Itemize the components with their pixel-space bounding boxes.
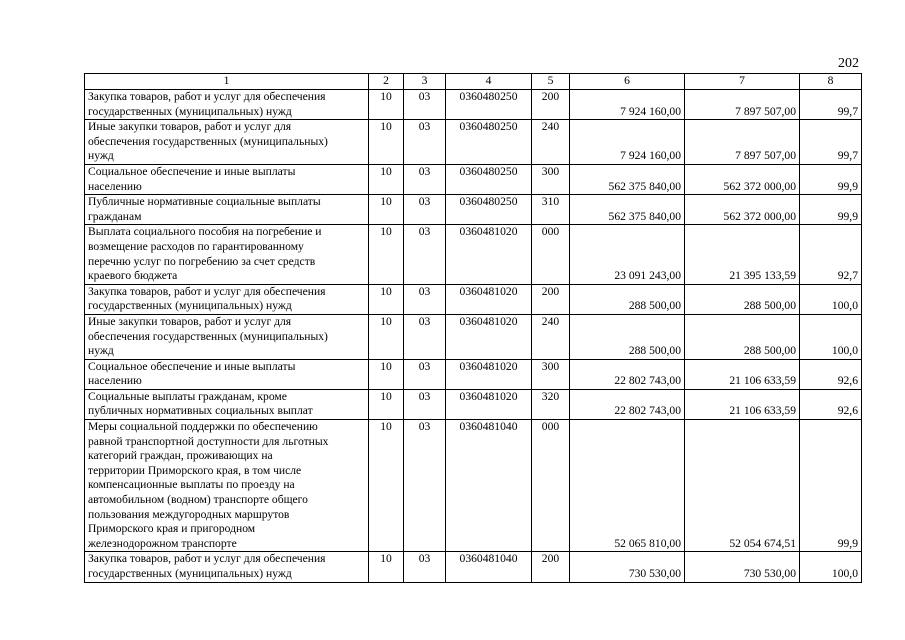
execution-percent-cell: 99,7 <box>800 90 862 120</box>
executed-amount-cell: 21 106 633,59 <box>685 359 800 389</box>
target-article-cell: 0360480250 <box>446 164 532 194</box>
execution-percent-cell: 99,9 <box>800 420 862 552</box>
executed-amount-cell: 7 897 507,00 <box>685 120 800 165</box>
header-col-3: 3 <box>404 74 446 90</box>
table-row <box>85 420 862 552</box>
expense-name-line: государственных (муниципальных) нужд <box>88 299 292 313</box>
expense-name-cell <box>85 359 369 389</box>
expense-name-cell <box>85 164 369 194</box>
expense-name-line: государственных (муниципальных) нужд <box>88 104 292 118</box>
header-col-5: 5 <box>532 74 570 90</box>
section-cell: 10 <box>369 420 404 552</box>
subsection-cell: 03 <box>404 284 446 314</box>
execution-percent-cell: 100,0 <box>800 284 862 314</box>
execution-percent-cell: 99,7 <box>800 120 862 165</box>
subsection-cell: 03 <box>404 359 446 389</box>
expense-name-line: Публичные нормативные социальные выплаты <box>88 195 321 209</box>
expense-name-line: Социальное обеспечение и иные выплаты <box>88 164 296 178</box>
expense-name-line: категорий граждан, проживающих на <box>88 449 273 463</box>
table-row <box>85 164 862 194</box>
expense-name-line: Меры социальной поддержки по обеспечению <box>88 420 318 434</box>
target-article-cell: 0360481020 <box>446 314 532 359</box>
expense-name-cell <box>85 284 369 314</box>
expense-name-line: Социальные выплаты гражданам, кроме <box>88 389 287 403</box>
expense-name-line: населению <box>88 179 142 193</box>
expense-name-line: Закупка товаров, работ и услуг для обеспечения <box>88 552 326 566</box>
expense-name-line: железнодорожном транспорте <box>88 536 237 550</box>
target-article-cell: 0360480250 <box>446 120 532 165</box>
executed-amount-cell: 52 054 674,51 <box>685 420 800 552</box>
expense-name-line: автомобильном (водном) транспорте общего <box>88 493 308 507</box>
header-col-6: 6 <box>570 74 685 90</box>
planned-amount-cell: 22 802 743,00 <box>570 389 685 419</box>
execution-percent-cell: 100,0 <box>800 552 862 582</box>
table-row <box>85 359 862 389</box>
section-cell: 10 <box>369 120 404 165</box>
execution-percent-cell: 99,9 <box>800 195 862 225</box>
target-article-cell: 0360481020 <box>446 284 532 314</box>
expense-type-cell: 310 <box>532 195 570 225</box>
expense-name-cell <box>85 389 369 419</box>
section-cell: 10 <box>369 552 404 582</box>
section-cell: 10 <box>369 389 404 419</box>
header-col-7: 7 <box>685 74 800 90</box>
subsection-cell: 03 <box>404 90 446 120</box>
table-row <box>85 195 862 225</box>
subsection-cell: 03 <box>404 389 446 419</box>
expense-name-cell <box>85 552 369 582</box>
expense-name-cell <box>85 195 369 225</box>
expense-name-cell <box>85 225 369 284</box>
planned-amount-cell: 7 924 160,00 <box>570 120 685 165</box>
section-cell: 10 <box>369 90 404 120</box>
executed-amount-cell: 288 500,00 <box>685 284 800 314</box>
expense-name-line: возмещение расходов по гарантированному <box>88 239 304 253</box>
planned-amount-cell: 23 091 243,00 <box>570 225 685 284</box>
expense-name-line: нужд <box>88 149 114 163</box>
section-cell: 10 <box>369 164 404 194</box>
expense-name-line: Закупка товаров, работ и услуг для обеспечения <box>88 90 326 103</box>
executed-amount-cell: 21 106 633,59 <box>685 389 800 419</box>
planned-amount-cell: 730 530,00 <box>570 552 685 582</box>
expense-name-line: нужд <box>88 344 114 358</box>
planned-amount-cell: 52 065 810,00 <box>570 420 685 552</box>
planned-amount-cell: 562 375 840,00 <box>570 164 685 194</box>
expense-type-cell: 240 <box>532 314 570 359</box>
table-row <box>85 389 862 419</box>
table-row <box>85 284 862 314</box>
header-col-4: 4 <box>446 74 532 90</box>
target-article-cell: 0360481020 <box>446 389 532 419</box>
expense-type-cell: 000 <box>532 225 570 284</box>
section-cell: 10 <box>369 225 404 284</box>
expense-type-cell: 200 <box>532 284 570 314</box>
header-col-1: 1 <box>85 74 369 90</box>
execution-percent-cell: 92,7 <box>800 225 862 284</box>
expense-name-line: территории Приморского края, в том числе <box>88 463 302 477</box>
execution-percent-cell: 92,6 <box>800 359 862 389</box>
subsection-cell: 03 <box>404 164 446 194</box>
subsection-cell: 03 <box>404 225 446 284</box>
header-col-2: 2 <box>369 74 404 90</box>
planned-amount-cell: 562 375 840,00 <box>570 195 685 225</box>
executed-amount-cell: 562 372 000,00 <box>685 164 800 194</box>
table-row <box>85 314 862 359</box>
table-row <box>85 225 862 284</box>
expense-type-cell: 320 <box>532 389 570 419</box>
table-row <box>85 552 862 582</box>
execution-percent-cell: 92,6 <box>800 389 862 419</box>
expense-name-line: краевого бюджета <box>88 269 178 283</box>
expense-name-line: перечню услуг по погребению за счет средств <box>88 254 316 268</box>
execution-percent-cell: 100,0 <box>800 314 862 359</box>
target-article-cell: 0360481020 <box>446 359 532 389</box>
expense-name-line: компенсационные выплаты по проезду на <box>88 478 295 492</box>
planned-amount-cell: 288 500,00 <box>570 314 685 359</box>
table-body <box>85 90 862 583</box>
expense-name-line: Социальное обеспечение и иные выплаты <box>88 359 296 373</box>
target-article-cell: 0360480250 <box>446 195 532 225</box>
expense-name-line: Выплата социального пособия на погребение и <box>88 225 322 239</box>
expense-type-cell: 200 <box>532 552 570 582</box>
target-article-cell: 0360481040 <box>446 552 532 582</box>
expense-type-cell: 300 <box>532 164 570 194</box>
subsection-cell: 03 <box>404 420 446 552</box>
table-row <box>85 120 862 165</box>
planned-amount-cell: 7 924 160,00 <box>570 90 685 120</box>
expense-name-line: гражданам <box>88 209 142 223</box>
expense-type-cell: 240 <box>532 120 570 165</box>
expense-name-line: населению <box>88 374 142 388</box>
expense-name-line: Иные закупки товаров, работ и услуг для <box>88 314 292 328</box>
table-row <box>85 90 862 120</box>
section-cell: 10 <box>369 314 404 359</box>
target-article-cell: 0360481020 <box>446 225 532 284</box>
expense-name-line: пользования междугородных маршрутов <box>88 507 290 521</box>
expense-type-cell: 000 <box>532 420 570 552</box>
expense-name-line: государственных (муниципальных) нужд <box>88 567 292 580</box>
expense-name-cell <box>85 90 369 120</box>
planned-amount-cell: 22 802 743,00 <box>570 359 685 389</box>
expense-name-line: Закупка товаров, работ и услуг для обеспечения <box>88 284 326 298</box>
executed-amount-cell: 21 395 133,59 <box>685 225 800 284</box>
executed-amount-cell: 7 897 507,00 <box>685 90 800 120</box>
subsection-cell: 03 <box>404 195 446 225</box>
expense-name-line: Приморского края и пригородном <box>88 522 256 536</box>
expense-name-line: Иные закупки товаров, работ и услуг для <box>88 120 292 134</box>
expense-name-cell <box>85 420 369 552</box>
expense-name-cell <box>85 120 369 165</box>
header-col-8: 8 <box>800 74 862 90</box>
target-article-cell: 0360480250 <box>446 90 532 120</box>
subsection-cell: 03 <box>404 314 446 359</box>
expense-type-cell: 300 <box>532 359 570 389</box>
header-row <box>85 74 862 90</box>
expense-name-line: публичных нормативных социальных выплат <box>88 404 313 418</box>
expense-type-cell: 200 <box>532 90 570 120</box>
section-cell: 10 <box>369 195 404 225</box>
expense-name-line: обеспечения государственных (муниципальных) <box>88 329 328 343</box>
subsection-cell: 03 <box>404 120 446 165</box>
expense-name-cell <box>85 314 369 359</box>
subsection-cell: 03 <box>404 552 446 582</box>
section-cell: 10 <box>369 359 404 389</box>
target-article-cell: 0360481040 <box>446 420 532 552</box>
expense-name-line: равной транспортной доступности для льготных <box>88 434 329 448</box>
page-number: 202 <box>838 56 859 71</box>
expense-name-line: обеспечения государственных (муниципальных) <box>88 134 328 148</box>
budget-table <box>84 73 862 583</box>
planned-amount-cell: 288 500,00 <box>570 284 685 314</box>
executed-amount-cell: 288 500,00 <box>685 314 800 359</box>
execution-percent-cell: 99,9 <box>800 164 862 194</box>
executed-amount-cell: 730 530,00 <box>685 552 800 582</box>
section-cell: 10 <box>369 284 404 314</box>
executed-amount-cell: 562 372 000,00 <box>685 195 800 225</box>
